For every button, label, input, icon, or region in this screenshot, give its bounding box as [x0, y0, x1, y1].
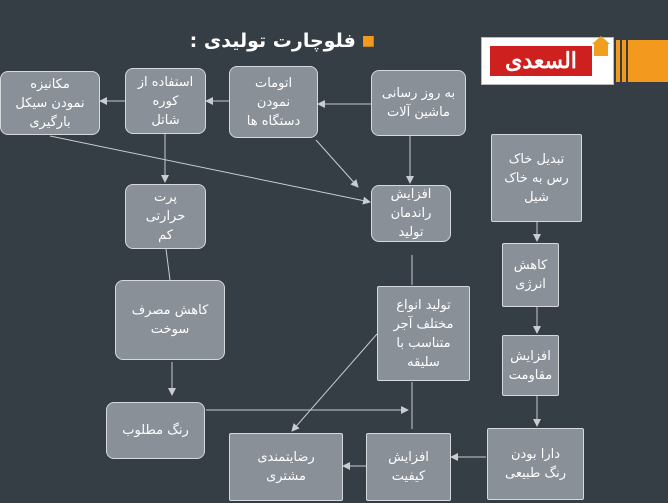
edge-heatloss-to-fuel [166, 249, 170, 280]
slide-title-text: فلوچارت تولیدی : [189, 30, 356, 52]
node-fuel-reduction: کاهش مصرف سوخت [115, 280, 225, 360]
node-energy-reduction: کاهش انرژی [502, 243, 559, 307]
edge-mechanize-to-efficiency [50, 136, 370, 202]
node-low-heat-loss: پرت حرارتی کم [125, 184, 206, 249]
node-brick-variety: تولید انواع مختلف آجر متناسب با سلیقه [377, 286, 470, 381]
edge-automation-to-efficiency [316, 140, 358, 187]
node-mechanize-loading: مکانیزه نمودن سیکل بارگیری [0, 71, 100, 135]
node-shuttle-kiln: استفاده از کوره شاتل [125, 68, 206, 134]
node-automate-machines: اتومات نمودن دستگاه ها [229, 66, 318, 138]
edge-variety-to-satisfaction [292, 334, 377, 431]
node-desired-color: رنگ مطلوب [106, 402, 205, 459]
node-quality-increase: افزایش کیفیت [366, 433, 451, 501]
node-update-machinery: به روز رسانی ماشین آلات [371, 70, 466, 136]
node-clay-to-shale: تبدیل خاک رس به خاک شیل [491, 134, 582, 222]
node-customer-satisfaction: رضایتمندی مشتری [229, 433, 343, 501]
node-increase-efficiency: افزایش راندمان تولید [371, 185, 451, 242]
node-natural-color: دارا بودن رنگ طبیعی [487, 428, 584, 500]
logo-text: السعدی [490, 46, 592, 76]
bullet-icon: ■ [361, 33, 375, 49]
node-strength-increase: افزایش مقاومت [502, 335, 559, 396]
